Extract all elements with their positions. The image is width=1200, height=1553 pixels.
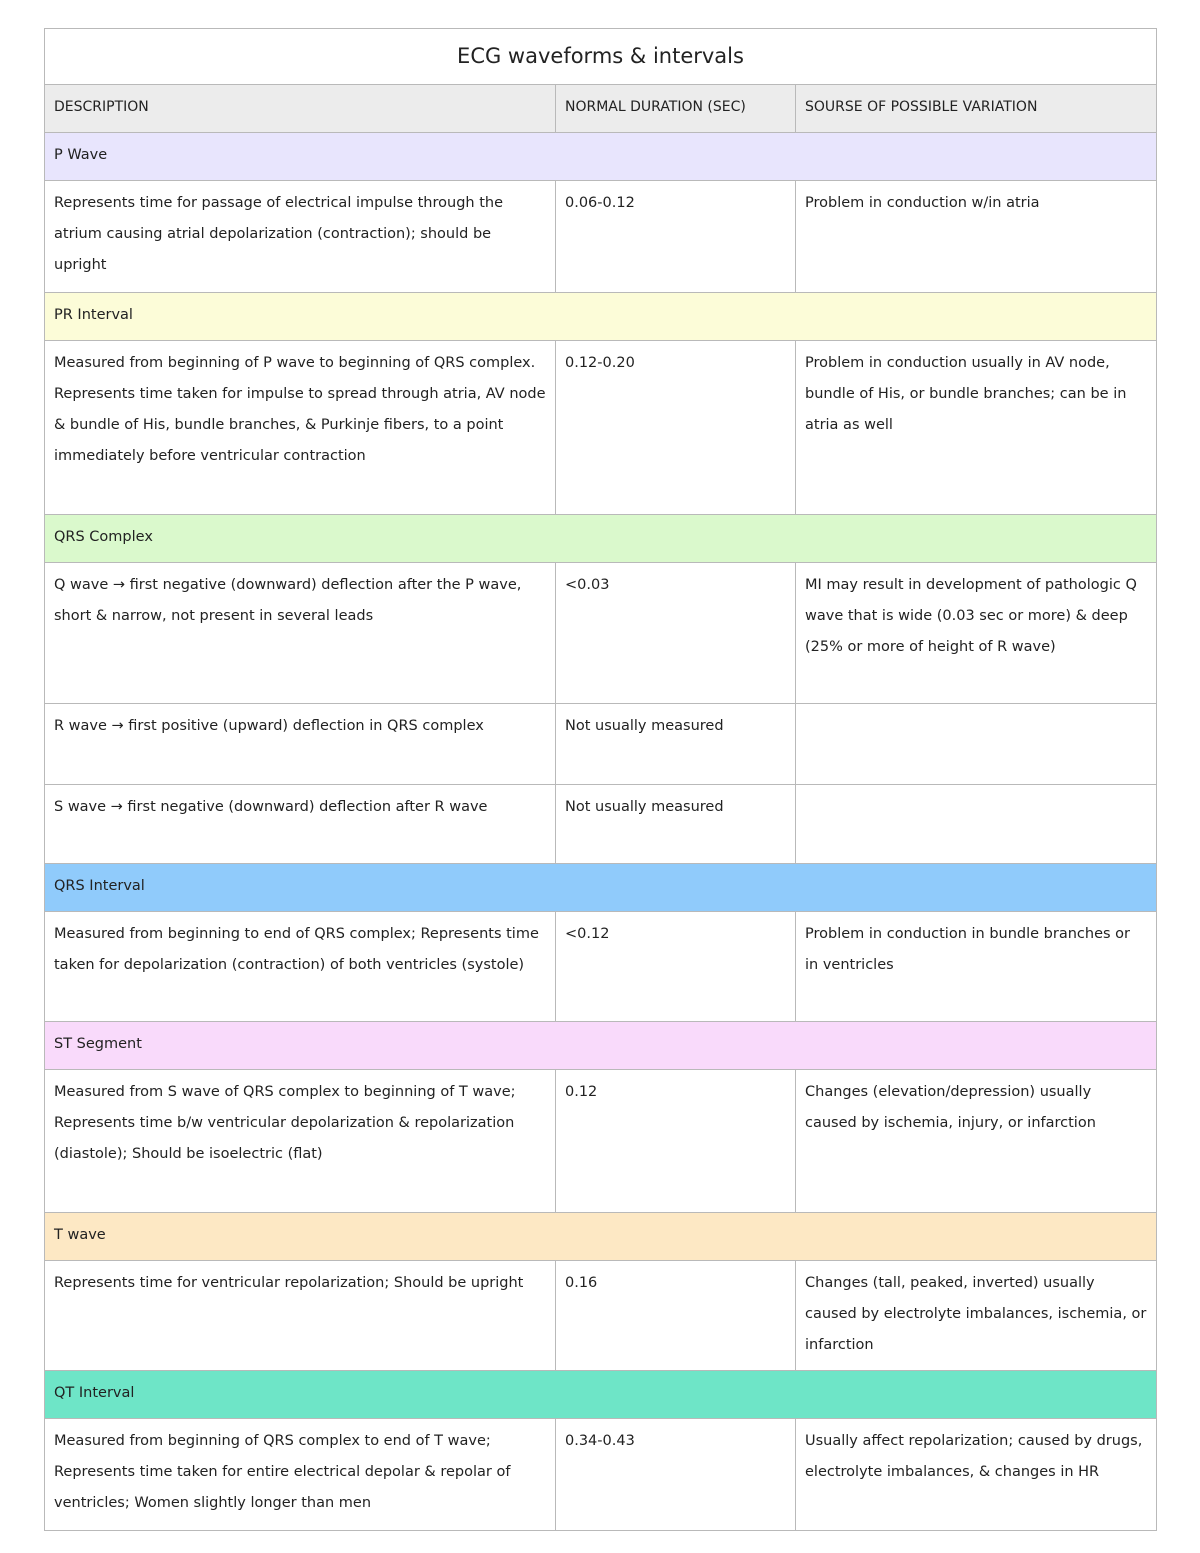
table-row bbox=[45, 563, 1157, 704]
duration-cell: <0.12 bbox=[556, 912, 796, 1022]
section-label: P Wave bbox=[45, 133, 1157, 181]
description-cell: Measured from beginning to end of QRS complex; Represents time taken for depolarization (contraction) of both ventricles (systole) bbox=[45, 912, 556, 1022]
section-row-qrs-complex bbox=[45, 515, 1157, 563]
table-row bbox=[45, 704, 1157, 785]
section-label: QT Interval bbox=[45, 1371, 1157, 1419]
table-row bbox=[45, 181, 1157, 293]
section-row-p-wave bbox=[45, 133, 1157, 181]
duration-cell: 0.12 bbox=[556, 1070, 796, 1213]
header-duration: NORMAL DURATION (SEC) bbox=[556, 85, 796, 133]
description-cell: Measured from S wave of QRS complex to beginning of T wave; Represents time b/w ventricular depolarization & repolarization (diastole); Should be isoelectric (flat) bbox=[45, 1070, 556, 1213]
description-cell: Q wave → first negative (downward) deflection after the P wave, short & narrow, not present in several leads bbox=[45, 563, 556, 704]
section-row-t-wave bbox=[45, 1213, 1157, 1261]
table-row bbox=[45, 1070, 1157, 1213]
section-row-qt-interval bbox=[45, 1371, 1157, 1419]
header-row bbox=[45, 85, 1157, 133]
variation-cell: Changes (elevation/depression) usually caused by ischemia, injury, or infarction bbox=[796, 1070, 1157, 1213]
duration-cell: 0.12-0.20 bbox=[556, 341, 796, 515]
duration-cell: 0.34-0.43 bbox=[556, 1419, 796, 1531]
header-description: DESCRIPTION bbox=[45, 85, 556, 133]
variation-cell bbox=[796, 785, 1157, 864]
table-row bbox=[45, 785, 1157, 864]
duration-cell: <0.03 bbox=[556, 563, 796, 704]
variation-cell: Problem in conduction w/in atria bbox=[796, 181, 1157, 293]
section-label: QRS Interval bbox=[45, 864, 1157, 912]
section-row-qrs-interval bbox=[45, 864, 1157, 912]
table-row bbox=[45, 912, 1157, 1022]
table-row bbox=[45, 1261, 1157, 1371]
table-title: ECG waveforms & intervals bbox=[45, 29, 1157, 85]
variation-cell: Problem in conduction usually in AV node, bundle of His, or bundle branches; can be in atria as well bbox=[796, 341, 1157, 515]
header-variation: SOURSE OF POSSIBLE VARIATION bbox=[796, 85, 1157, 133]
section-label: PR Interval bbox=[45, 293, 1157, 341]
section-label: ST Segment bbox=[45, 1022, 1157, 1070]
description-cell: Represents time for passage of electrical impulse through the atrium causing atrial depolarization (contraction); should be upright bbox=[45, 181, 556, 293]
variation-cell bbox=[796, 704, 1157, 785]
table-row bbox=[45, 1419, 1157, 1531]
duration-cell: 0.16 bbox=[556, 1261, 796, 1371]
duration-cell: Not usually measured bbox=[556, 785, 796, 864]
variation-cell: Usually affect repolarization; caused by drugs, electrolyte imbalances, & changes in HR bbox=[796, 1419, 1157, 1531]
section-row-st-segment bbox=[45, 1022, 1157, 1070]
variation-cell: Problem in conduction in bundle branches or in ventricles bbox=[796, 912, 1157, 1022]
description-cell: R wave → first positive (upward) deflection in QRS complex bbox=[45, 704, 556, 785]
description-cell: Measured from beginning of QRS complex to end of T wave; Represents time taken for entire electrical depolar & repolar of ventricles; Women slightly longer than men bbox=[45, 1419, 556, 1531]
section-label: QRS Complex bbox=[45, 515, 1157, 563]
variation-cell: Changes (tall, peaked, inverted) usually caused by electrolyte imbalances, ischemia, or infarction bbox=[796, 1261, 1157, 1371]
ecg-table-container bbox=[44, 28, 1156, 1531]
duration-cell: Not usually measured bbox=[556, 704, 796, 785]
section-row-pr-interval bbox=[45, 293, 1157, 341]
section-label: T wave bbox=[45, 1213, 1157, 1261]
description-cell: S wave → first negative (downward) deflection after R wave bbox=[45, 785, 556, 864]
ecg-table bbox=[44, 28, 1157, 1531]
variation-cell: MI may result in development of pathologic Q wave that is wide (0.03 sec or more) & deep (25% or more of height of R wave) bbox=[796, 563, 1157, 704]
title-row bbox=[45, 29, 1157, 85]
table-row bbox=[45, 341, 1157, 515]
duration-cell: 0.06-0.12 bbox=[556, 181, 796, 293]
description-cell: Represents time for ventricular repolarization; Should be upright bbox=[45, 1261, 556, 1371]
description-cell: Measured from beginning of P wave to beginning of QRS complex. Represents time taken for impulse to spread through atria, AV node & bundle of His, bundle branches, & Purkinje fibers, to a point immediately before ventricular contraction bbox=[45, 341, 556, 515]
